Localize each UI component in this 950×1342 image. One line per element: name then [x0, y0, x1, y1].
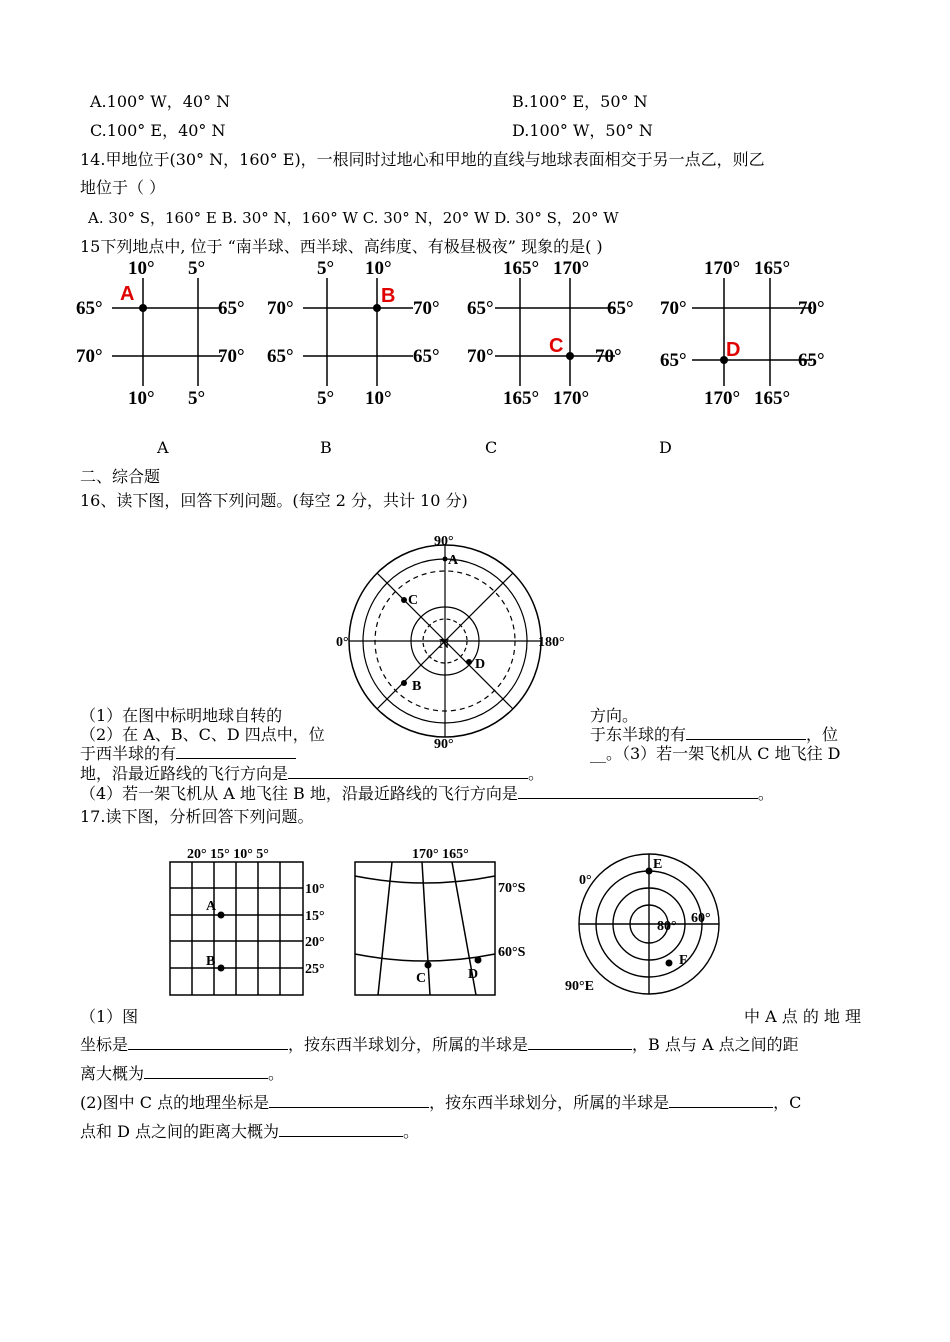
- label: 65°: [660, 350, 687, 371]
- label: 170°: [553, 388, 590, 409]
- point-d-label: D: [726, 339, 741, 361]
- q16-polar-diagram: [330, 526, 580, 752]
- label: 70°: [798, 298, 825, 319]
- q17-part2: (2)图中 C 点的地理坐标是 ，按东西半球划分，所属的半球是 ，C: [80, 1093, 802, 1112]
- q17-south-figure: [350, 844, 540, 1000]
- label: 165°: [754, 388, 791, 409]
- q13-option-d: D.100° W，50° N: [512, 121, 653, 140]
- point-b-label: B: [206, 954, 216, 969]
- label: 170°: [553, 258, 590, 279]
- q15-caption-d: D: [659, 438, 672, 457]
- point-c-label: C: [408, 593, 419, 608]
- label: 170° 165°: [412, 847, 469, 862]
- answer-blank[interactable]: [669, 1093, 773, 1108]
- q15-caption-c: C: [485, 438, 498, 457]
- label: 0°: [336, 635, 349, 650]
- point-b-label: B: [381, 285, 396, 307]
- label: 90°: [434, 737, 454, 752]
- point-f-label: F: [679, 953, 688, 968]
- label: 90°: [434, 534, 454, 549]
- label: 165°: [754, 258, 791, 279]
- point-c-label: C: [416, 971, 427, 986]
- q16-stem: 16、读下图，回答下列问题。(每空 2 分，共计 10 分): [80, 491, 468, 510]
- q16-part3: 地，沿最近路线的飞行方向是 。: [80, 764, 545, 783]
- answer-blank[interactable]: [518, 784, 758, 799]
- q16-part4: （4）若一架飞机从 A 地飞往 B 地，沿最近路线的飞行方向是 。: [80, 784, 774, 803]
- point-a-label: A: [120, 283, 135, 305]
- label: 10°: [128, 258, 155, 279]
- label: 80°: [657, 919, 677, 934]
- grid-diagram-a: [76, 258, 245, 409]
- label: 20°: [305, 935, 325, 950]
- label: 70°: [595, 346, 622, 367]
- answer-blank[interactable]: [128, 1035, 288, 1050]
- label: 65°: [607, 298, 634, 319]
- label: 165°: [503, 388, 540, 409]
- q17-part1-line2: 坐标是 ，按东西半球划分，所属的半球是 ，B 点与 A 点之间的距: [80, 1035, 799, 1054]
- label: 70°: [467, 346, 494, 367]
- label: 170°: [704, 258, 741, 279]
- label: 65°: [798, 350, 825, 371]
- answer-blank[interactable]: [686, 725, 806, 740]
- label: 165°: [503, 258, 540, 279]
- label: 10°: [128, 388, 155, 409]
- q16-part2: （2）在 A、B、C、D 四点中，位: [80, 725, 325, 744]
- label: 5°: [188, 258, 206, 279]
- answer-blank[interactable]: [144, 1064, 268, 1079]
- label: 0°: [579, 873, 592, 888]
- label: 70°: [413, 298, 440, 319]
- label: 60°: [691, 911, 711, 926]
- q17-part2-line2: 点和 D 点之间的距离大概为 。: [80, 1122, 420, 1141]
- section-title: 二、综合题: [80, 467, 161, 486]
- answer-blank[interactable]: [176, 744, 296, 759]
- label: 25°: [305, 962, 325, 977]
- q16-part1-end: 方向。: [590, 706, 639, 725]
- q15-diagrams: [70, 256, 860, 426]
- answer-blank[interactable]: [269, 1093, 429, 1108]
- point-d-label: D: [468, 967, 479, 982]
- label: N: [439, 637, 450, 652]
- answer-blank[interactable]: [279, 1122, 403, 1137]
- label: 70°: [218, 346, 245, 367]
- label: 65°: [218, 298, 245, 319]
- q17-stem: 17.读下图，分析回答下列问题。: [80, 807, 314, 826]
- label: 180°: [538, 635, 565, 650]
- q14-options: A. 30° S，160° E B. 30° N，160° W C. 30° N，20° W D. 30° S，20° W: [88, 209, 619, 227]
- label: 65°: [76, 298, 103, 319]
- label: 70°: [660, 298, 687, 319]
- q17-part1-line3: 离大概为 。: [80, 1064, 285, 1083]
- answer-blank[interactable]: [528, 1035, 632, 1050]
- grid-diagram-c: [467, 258, 634, 409]
- q13-option-c: C.100° E，40° N: [90, 121, 226, 140]
- q13-option-b: B.100° E，50° N: [512, 92, 648, 111]
- answer-blank[interactable]: [288, 764, 528, 779]
- grid-diagram-b: [267, 258, 440, 409]
- q16-part2-west: 于西半球的有: [80, 744, 296, 764]
- point-b-label: B: [412, 679, 422, 694]
- q16-part1: （1）在图中标明地球自转的: [80, 706, 283, 725]
- q14-stem-cont: 地位于（ ）: [80, 178, 166, 197]
- point-e-label: E: [653, 857, 663, 872]
- label: 5°: [317, 388, 335, 409]
- q16-part2-east: 于东半球的有 ，位: [590, 725, 839, 744]
- label: 20° 15° 10° 5°: [187, 847, 269, 862]
- q15-caption-a: A: [157, 438, 169, 457]
- q17-part1-cont: 中 A 点 的 地 理: [744, 1007, 861, 1026]
- grid-diagram-d: [660, 258, 825, 409]
- q17-grid-figure: [165, 844, 345, 1000]
- q13-option-a: A.100° W，40° N: [90, 92, 231, 111]
- label: 65°: [413, 346, 440, 367]
- label: 70°S: [498, 881, 526, 896]
- q17-part1: （1）图: [80, 1007, 139, 1026]
- label: 10°: [305, 882, 325, 897]
- label: 65°: [467, 298, 494, 319]
- point-c-label: C: [549, 335, 564, 357]
- q16-part3-start: __。（3）若一架飞机从 C 地飞往 D: [590, 744, 841, 763]
- label: 5°: [188, 388, 206, 409]
- label: 70°: [267, 298, 294, 319]
- q15-stem: 15下列地点中, 位于 “南半球、西半球、高纬度、有极昼极夜” 现象的是( ): [80, 237, 603, 256]
- q15-caption-b: B: [320, 438, 332, 457]
- label: 60°S: [498, 945, 526, 960]
- label: 10°: [365, 258, 392, 279]
- point-d-label: D: [475, 657, 486, 672]
- q17-polar-figure: [565, 852, 745, 1000]
- label: 10°: [365, 388, 392, 409]
- label: 70°: [76, 346, 103, 367]
- label: 90°E: [565, 979, 594, 994]
- label: 15°: [305, 909, 325, 924]
- label: 65°: [267, 346, 294, 367]
- label: 170°: [704, 388, 741, 409]
- q14-stem: 14.甲地位于(30° N，160° E)，一根同时过地心和甲地的直线与地球表面相交于另一点乙，则乙: [80, 150, 765, 169]
- point-a-label: A: [206, 899, 217, 914]
- label: 5°: [317, 258, 335, 279]
- point-a-label: A: [448, 553, 459, 568]
